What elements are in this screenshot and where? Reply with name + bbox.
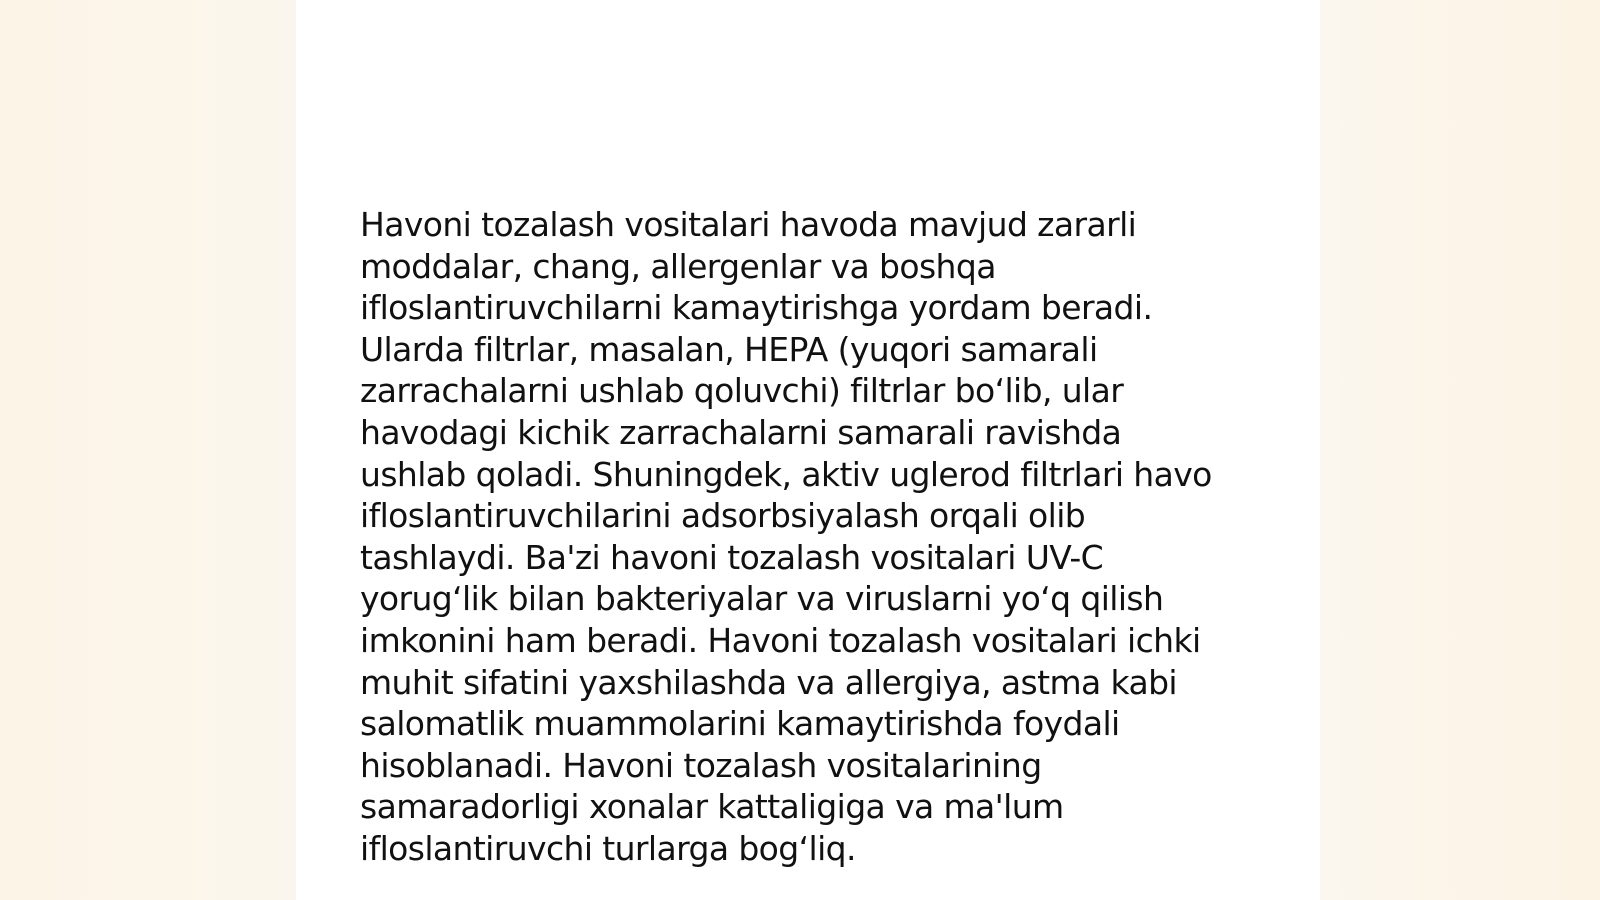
document-page: [296, 0, 1320, 900]
right-margin-background: [1320, 0, 1600, 900]
body-paragraph: Havoni tozalash vositalari havoda mavjud zararli moddalar, chang, allergenlar va boshqa ifloslantiruvchilarni kamaytirishga yordam beradi. Ularda filtrlar, masalan, HEPA (yuqori samarali zarrachalarni ushlab qoluvchi) filtrlar bo‘lib, ular havodagi kichik zarrachalarni samarali ravishda ushlab qoladi. Shuningdek, aktiv uglerod filtrlari havo ifloslantiruvchilarini adsorbsiyalash orqali olib tashlaydi. Ba'zi havoni tozalash vositalari UV-C yorug‘lik bilan bakteriyalar va viruslarni yo‘q qilish imkonini ham beradi. Havoni tozalash vositalari ichki muhit sifatini yaxshilashda va allergiya, astma kabi salomatlik muammolarini kamaytirishda foydali hisoblanadi. Havoni tozalash vositalarining samaradorligi xonalar kattaligiga va ma'lum ifloslantiruvchi turlarga bog‘liq.: [360, 205, 1212, 868]
left-margin-background: [0, 0, 296, 900]
